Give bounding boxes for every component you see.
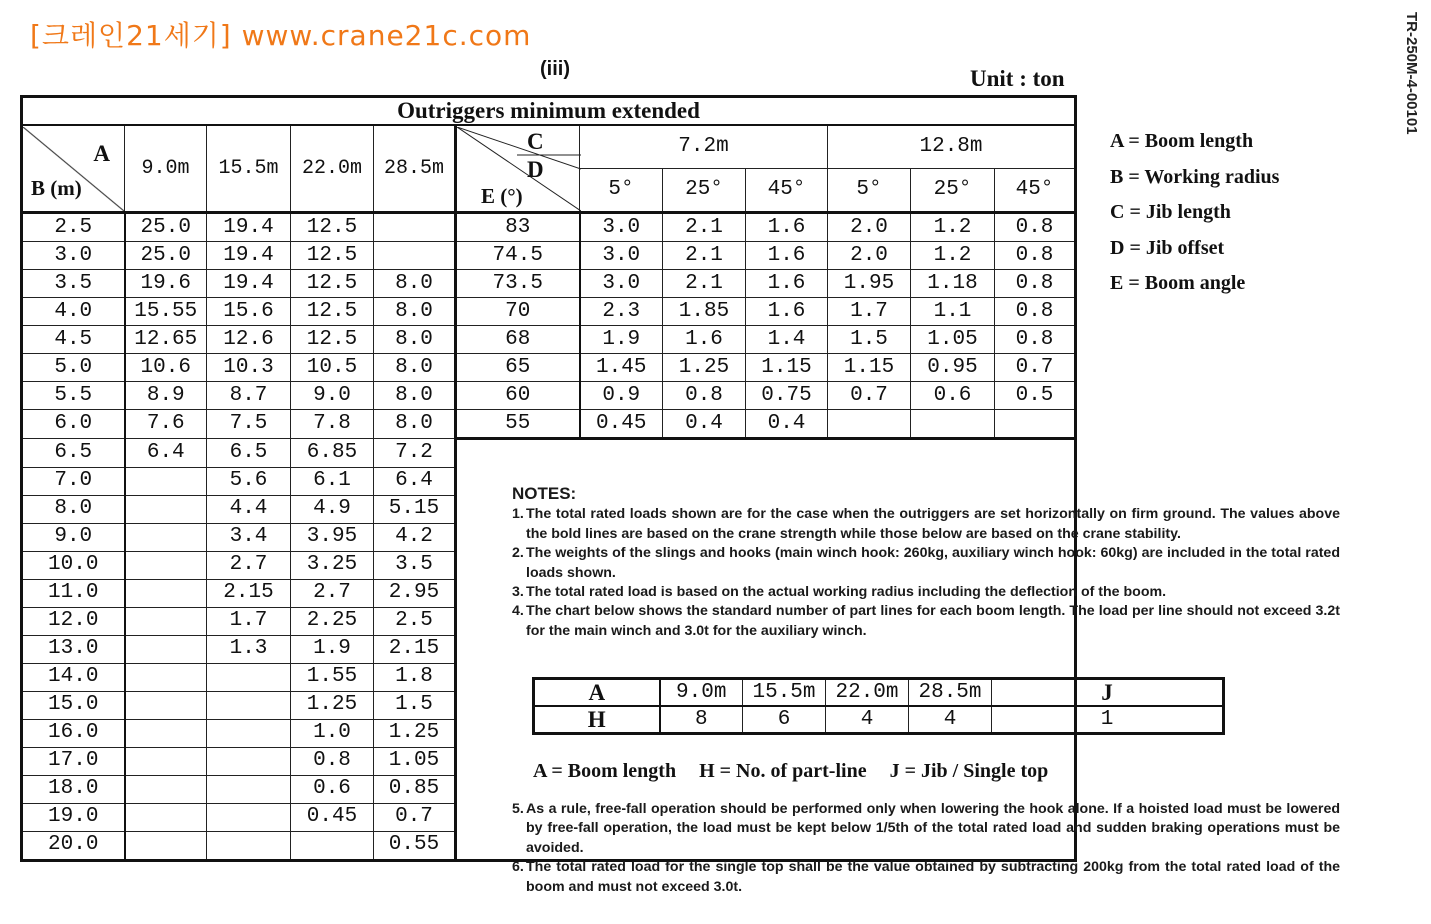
jib-offset-header: 45° [746, 169, 828, 213]
jib-load-cell: 1.25 [663, 354, 746, 382]
radius-cell: 10.0 [22, 551, 125, 579]
jib-load-cell: 0.4 [663, 410, 746, 439]
load-cell [374, 242, 456, 270]
jib-load-cell: 1.6 [663, 326, 746, 354]
note-text: The weights of the slings and hooks (main winch hook: 260kg, auxiliary winch hook: 60kg) are included in the total rated loads shown. [526, 545, 1340, 581]
load-cell: 19.6 [125, 270, 207, 298]
load-cell: 2.25 [291, 607, 374, 635]
load-cell: 7.6 [125, 410, 207, 439]
jib-label-d: D [527, 156, 544, 182]
part-lines-row-label: H [534, 706, 660, 734]
radius-cell: 17.0 [22, 747, 125, 775]
load-cell [125, 523, 207, 551]
radius-cell: 16.0 [22, 719, 125, 747]
jib-offset-header: 25° [663, 169, 746, 213]
load-cell: 2.15 [374, 635, 456, 663]
note-item [512, 505, 1340, 544]
load-cell: 6.5 [207, 439, 291, 468]
load-cell: 4.4 [207, 495, 291, 523]
jib-load-cell: 1.6 [746, 270, 828, 298]
part-lines-cell: J [992, 679, 1224, 707]
radius-cell: 3.5 [22, 270, 125, 298]
jib-load-cell: 1.18 [911, 270, 995, 298]
load-cell: 12.65 [125, 326, 207, 354]
load-cell: 2.7 [207, 551, 291, 579]
boom-angle-cell: 65 [456, 354, 580, 382]
boom-angle-cell: 60 [456, 382, 580, 410]
load-cell [125, 467, 207, 495]
table-row [22, 410, 1076, 439]
boom-angle-cell: 55 [456, 410, 580, 439]
load-cell: 0.6 [291, 775, 374, 803]
load-cell: 1.55 [291, 663, 374, 691]
load-cell: 1.0 [291, 719, 374, 747]
jib-load-cell: 1.15 [828, 354, 911, 382]
note-text: The total rated load for the single top shall be the value obtained by subtracting 200kg from the total rated load of the boom and must not exceed 3.0t. [526, 859, 1340, 895]
load-cell: 12.6 [207, 326, 291, 354]
load-cell: 12.5 [291, 270, 374, 298]
table-row [22, 354, 1076, 382]
part-lines-table [532, 677, 1225, 735]
part-lines-cell: 4 [909, 706, 992, 734]
load-cell: 2.7 [291, 579, 374, 607]
abbrev-j: J = Jib / Single top [889, 760, 1049, 782]
load-cell: 19.4 [207, 270, 291, 298]
jib-offset-header: 25° [911, 169, 995, 213]
radius-cell: 5.0 [22, 354, 125, 382]
jib-load-cell: 0.75 [746, 382, 828, 410]
load-cell: 12.5 [291, 298, 374, 326]
radius-cell: 6.5 [22, 439, 125, 468]
load-cell: 12.5 [291, 213, 374, 242]
jib-load-cell: 0.45 [580, 410, 663, 439]
table-row [22, 213, 1076, 242]
jib-load-cell: 3.0 [580, 270, 663, 298]
jib-load-cell: 0.6 [911, 382, 995, 410]
load-cell: 1.3 [207, 635, 291, 663]
site-title[interactable]: [크레인21세기] www.crane21c.com [30, 19, 532, 52]
jib-load-cell: 0.8 [995, 242, 1076, 270]
load-cell: 19.4 [207, 242, 291, 270]
load-cell: 6.4 [125, 439, 207, 468]
boom-length-header: 22.0m [291, 125, 374, 213]
load-cell: 3.4 [207, 523, 291, 551]
part-lines-cell: 1 [992, 706, 1224, 734]
load-cell: 1.9 [291, 635, 374, 663]
jib-load-cell [911, 410, 995, 439]
jib-load-cell: 1.45 [580, 354, 663, 382]
jib-load-cell: 2.1 [663, 242, 746, 270]
boom-angle-cell: 73.5 [456, 270, 580, 298]
jib-load-cell: 1.6 [746, 213, 828, 242]
part-lines-row-label: A [534, 679, 660, 707]
boom-length-header: 9.0m [125, 125, 207, 213]
legend-item: B = Working radius [1110, 165, 1280, 188]
jib-load-cell: 2.1 [663, 270, 746, 298]
radius-cell: 14.0 [22, 663, 125, 691]
load-cell: 7.5 [207, 410, 291, 439]
note-text: The total rated loads shown are for the case when the outriggers are set horizontally on firm ground. The values above the bold lines are based on the crane strength while those below are based on the crane stability. [526, 506, 1340, 542]
load-cell [125, 775, 207, 803]
jib-load-cell: 0.95 [911, 354, 995, 382]
part-lines-cell: 8 [660, 706, 743, 734]
radius-cell: 2.5 [22, 213, 125, 242]
radius-cell: 8.0 [22, 495, 125, 523]
load-cell [125, 663, 207, 691]
table-title: Outriggers minimum extended [22, 97, 1076, 126]
document-code: TR-250M-4-00101 [1403, 12, 1420, 135]
load-cell: 0.45 [291, 803, 374, 831]
load-cell: 3.5 [374, 551, 456, 579]
radius-cell: 11.0 [22, 579, 125, 607]
radius-cell: 4.5 [22, 326, 125, 354]
jib-load-cell: 2.3 [580, 298, 663, 326]
jib-load-cell: 0.4 [746, 410, 828, 439]
load-cell: 8.0 [374, 270, 456, 298]
load-cell [207, 803, 291, 831]
load-cell [125, 831, 207, 860]
load-cell [374, 213, 456, 242]
load-cell [207, 831, 291, 860]
load-cell [125, 635, 207, 663]
jib-load-cell: 0.5 [995, 382, 1076, 410]
part-lines-cell: 9.0m [660, 679, 743, 707]
load-cell: 4.2 [374, 523, 456, 551]
radius-cell: 19.0 [22, 803, 125, 831]
load-cell: 19.4 [207, 213, 291, 242]
boom-angle-cell: 68 [456, 326, 580, 354]
notes-section [512, 484, 1340, 641]
load-cell: 3.25 [291, 551, 374, 579]
table-row [22, 326, 1076, 354]
load-cell [125, 803, 207, 831]
load-cell: 10.5 [291, 354, 374, 382]
load-cell: 0.8 [291, 747, 374, 775]
load-cell: 0.85 [374, 775, 456, 803]
boom-angle-cell: 74.5 [456, 242, 580, 270]
load-cell: 25.0 [125, 213, 207, 242]
table-row [22, 242, 1076, 270]
load-cell [125, 719, 207, 747]
legend-item: E = Boom angle [1110, 272, 1246, 294]
jib-load-cell: 3.0 [580, 242, 663, 270]
note-item [512, 544, 1340, 583]
load-cell: 2.15 [207, 579, 291, 607]
load-cell: 8.0 [374, 326, 456, 354]
jib-length-header: 12.8m [828, 125, 1076, 169]
jib-load-cell: 2.1 [663, 213, 746, 242]
radius-cell: 18.0 [22, 775, 125, 803]
jib-offset-header: 5° [580, 169, 663, 213]
radius-cell: 4.0 [22, 298, 125, 326]
note-item [512, 858, 1340, 897]
radius-cell: 6.0 [22, 410, 125, 439]
load-cell: 8.0 [374, 298, 456, 326]
table-row [22, 439, 1076, 468]
load-cell: 2.5 [374, 607, 456, 635]
legend-item: A = Boom length [1110, 130, 1254, 152]
jib-load-cell: 1.2 [911, 213, 995, 242]
part-lines-cell: 22.0m [826, 679, 909, 707]
legend-item: C = Jib length [1110, 201, 1231, 223]
load-cell: 8.7 [207, 382, 291, 410]
boom-angle-cell: 83 [456, 213, 580, 242]
jib-load-cell: 1.6 [746, 242, 828, 270]
jib-corner-header [456, 125, 580, 213]
jib-load-cell: 1.7 [828, 298, 911, 326]
corner-label-a: A [93, 140, 110, 166]
note-text: The total rated load is based on the actual working radius including the deflection of the boom. [526, 584, 1167, 601]
load-cell: 8.0 [374, 354, 456, 382]
table-row [22, 298, 1076, 326]
note-number: 6. [512, 859, 524, 876]
load-chart-table [20, 95, 1077, 862]
load-cell: 1.05 [374, 747, 456, 775]
load-cell: 8.9 [125, 382, 207, 410]
blank-area [456, 439, 1076, 468]
load-cell [125, 495, 207, 523]
load-cell: 2.95 [374, 579, 456, 607]
load-cell [125, 551, 207, 579]
part-lines-cell: 4 [826, 706, 909, 734]
jib-load-cell: 1.85 [663, 298, 746, 326]
abbrev-h: H = No. of part-line [699, 760, 867, 782]
load-cell: 1.8 [374, 663, 456, 691]
note-item [512, 800, 1340, 858]
jib-label-e: E (°) [481, 183, 523, 208]
jib-load-cell: 1.2 [911, 242, 995, 270]
load-cell [207, 663, 291, 691]
jib-load-cell: 0.8 [995, 270, 1076, 298]
section-label: (iii) [540, 58, 570, 80]
corner-label-b: B (m) [31, 175, 82, 200]
jib-load-cell: 1.6 [746, 298, 828, 326]
load-cell: 12.5 [291, 326, 374, 354]
jib-offset-header: 45° [995, 169, 1076, 213]
load-cell: 12.5 [291, 242, 374, 270]
notes-continued [512, 800, 1340, 897]
load-cell: 7.2 [374, 439, 456, 468]
jib-load-cell: 0.7 [828, 382, 911, 410]
load-cell: 5.15 [374, 495, 456, 523]
note-number: 3. [512, 584, 524, 601]
load-cell: 1.25 [291, 691, 374, 719]
jib-load-cell: 1.9 [580, 326, 663, 354]
load-cell [207, 719, 291, 747]
load-cell: 6.85 [291, 439, 374, 468]
jib-load-cell [995, 410, 1076, 439]
part-lines-cell: 28.5m [909, 679, 992, 707]
load-cell: 8.0 [374, 382, 456, 410]
jib-load-cell: 1.15 [746, 354, 828, 382]
jib-length-header: 7.2m [580, 125, 828, 169]
jib-load-cell: 0.9 [580, 382, 663, 410]
load-cell [207, 775, 291, 803]
load-cell: 1.7 [207, 607, 291, 635]
load-cell: 5.6 [207, 467, 291, 495]
load-cell: 7.8 [291, 410, 374, 439]
legend [1110, 124, 1279, 302]
radius-cell: 13.0 [22, 635, 125, 663]
note-text: The chart below shows the standard number of part lines for each boom length. The load per line should not exceed 3.2t for the main winch and 3.0t for the auxiliary winch. [526, 603, 1340, 639]
load-cell: 1.25 [374, 719, 456, 747]
jib-load-cell: 0.8 [995, 326, 1076, 354]
part-lines-cell: 15.5m [743, 679, 826, 707]
jib-label-c: C [527, 128, 544, 154]
jib-load-cell: 2.0 [828, 213, 911, 242]
load-cell: 4.9 [291, 495, 374, 523]
radius-cell: 20.0 [22, 831, 125, 860]
jib-load-cell: 0.7 [995, 354, 1076, 382]
load-cell [125, 691, 207, 719]
note-item [512, 583, 1340, 602]
part-lines-cell: 6 [743, 706, 826, 734]
jib-load-cell: 2.0 [828, 242, 911, 270]
radius-cell: 7.0 [22, 467, 125, 495]
jib-load-cell [828, 410, 911, 439]
jib-load-cell: 0.8 [663, 382, 746, 410]
jib-load-cell: 1.1 [911, 298, 995, 326]
jib-offset-header: 5° [828, 169, 911, 213]
load-cell: 6.4 [374, 467, 456, 495]
note-number: 5. [512, 801, 524, 817]
load-cell: 1.5 [374, 691, 456, 719]
load-cell [125, 579, 207, 607]
load-cell: 15.55 [125, 298, 207, 326]
load-cell: 10.3 [207, 354, 291, 382]
load-cell: 0.7 [374, 803, 456, 831]
load-cell: 0.55 [374, 831, 456, 860]
note-number: 2. [512, 545, 524, 562]
radius-cell: 3.0 [22, 242, 125, 270]
load-cell: 25.0 [125, 242, 207, 270]
load-cell: 8.0 [374, 410, 456, 439]
load-cell [125, 747, 207, 775]
jib-load-cell: 1.4 [746, 326, 828, 354]
boom-length-header: 28.5m [374, 125, 456, 213]
note-item [512, 602, 1340, 641]
load-cell [291, 831, 374, 860]
jib-load-cell: 1.95 [828, 270, 911, 298]
jib-load-cell: 1.5 [828, 326, 911, 354]
jib-load-cell: 0.8 [995, 298, 1076, 326]
radius-cell: 5.5 [22, 382, 125, 410]
radius-cell: 9.0 [22, 523, 125, 551]
load-cell [125, 607, 207, 635]
jib-load-cell: 3.0 [580, 213, 663, 242]
notes-header: NOTES: [512, 484, 577, 503]
radius-cell: 12.0 [22, 607, 125, 635]
abbrev-a: A = Boom length [533, 760, 677, 782]
unit-label: Unit : ton [970, 66, 1065, 91]
load-cell: 6.1 [291, 467, 374, 495]
load-cell: 10.6 [125, 354, 207, 382]
boom-length-header: 15.5m [207, 125, 291, 213]
load-cell [207, 691, 291, 719]
legend-item: D = Jib offset [1110, 236, 1225, 259]
jib-load-cell: 0.8 [995, 213, 1076, 242]
jib-load-cell: 1.05 [911, 326, 995, 354]
note-number: 1. [512, 506, 524, 523]
boom-angle-cell: 70 [456, 298, 580, 326]
radius-cell: 15.0 [22, 691, 125, 719]
load-cell: 9.0 [291, 382, 374, 410]
corner-header [22, 125, 125, 213]
load-cell: 3.95 [291, 523, 374, 551]
abbreviation-legend [533, 760, 1066, 783]
table-row [22, 382, 1076, 410]
load-cell [207, 747, 291, 775]
table-row [22, 270, 1076, 298]
note-number: 4. [512, 603, 524, 620]
load-cell: 15.6 [207, 298, 291, 326]
note-text: As a rule, free-fall operation should be performed only when lowering the hook alone. If a hoisted load must be lowered by free-fall operation, the load must be kept below 1/5th of the total rated load and sudden braking operations must be avoided. [526, 801, 1340, 856]
